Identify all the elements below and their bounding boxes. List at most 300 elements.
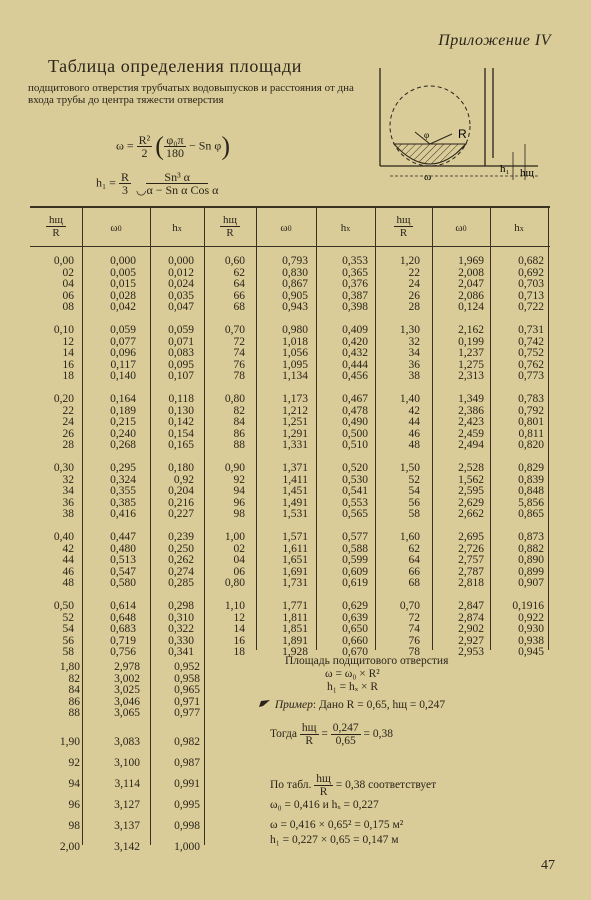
ratio-cell: 52	[408, 473, 420, 486]
hx-cell: 0,930	[518, 623, 544, 635]
diagram-label-hsh: hщ	[520, 167, 534, 179]
note-table-ref-num: hщ	[316, 773, 331, 785]
hx-cell: 0,310	[168, 611, 194, 624]
hx-cell: 0,456	[342, 370, 368, 382]
hx-cell: 0,899	[518, 565, 544, 578]
ratio-cell: 02	[62, 266, 74, 279]
header-omega: ω	[455, 222, 463, 234]
omega-cell: 0,580	[110, 577, 136, 589]
ratio-cell: 94	[233, 485, 245, 497]
ratio-cell: 1,20	[399, 255, 420, 267]
ratio-cell: 0,60	[224, 255, 245, 267]
hx-column	[144, 256, 194, 659]
hx-cell: 0,965	[174, 684, 200, 696]
ratio-cell: 64	[233, 278, 245, 290]
ratio-cell: 18	[62, 370, 74, 382]
hx-cell: 0,387	[342, 289, 368, 302]
hx-cell: 0,285	[168, 577, 194, 589]
ratio-cell: 56	[62, 634, 74, 647]
omega-cell: 0,096	[110, 347, 136, 359]
hx-cell: 0,945	[518, 646, 544, 658]
omega-cell: 0,124	[458, 301, 484, 313]
omega-cell: 1,237	[458, 347, 484, 359]
omega-cell: 1,212	[282, 404, 308, 417]
header-ratio-bottom: R	[52, 227, 60, 239]
ratio-cell: 94	[68, 777, 80, 790]
hx-cell: 0,991	[174, 777, 200, 790]
hx-cell: 0,995	[174, 798, 200, 811]
hx-cell: 0,409	[342, 324, 368, 336]
omega-cell: 2,902	[458, 623, 484, 635]
ratio-cell: 96	[68, 798, 80, 811]
ratio-cell: 12	[62, 335, 74, 348]
hx-cell: 0,227	[168, 508, 194, 520]
ratio-cell: 0,40	[53, 531, 74, 543]
ratio-cell: 68	[233, 301, 245, 313]
ratio-cell: 06	[62, 289, 74, 302]
omega-column	[434, 256, 484, 659]
ratio-cell: 16	[62, 358, 74, 371]
ratio-cell: 28	[408, 301, 420, 313]
omega-cell: 1,928	[282, 646, 308, 658]
hx-cell: 0,865	[518, 508, 544, 520]
ratio-cell: 24	[408, 278, 420, 290]
hx-cell: 0,365	[342, 266, 368, 279]
header-ratio-top: hщ	[220, 214, 240, 227]
omega-cell: 0,140	[110, 370, 136, 382]
omega-cell: 1,691	[282, 565, 308, 578]
hx-cell: 0,444	[342, 358, 368, 371]
omega-cell: 0,905	[282, 289, 308, 302]
ratio-cell: 82	[68, 672, 80, 685]
omega-cell: 3,137	[114, 819, 140, 832]
formula-h1-lhs: h₁ =	[96, 175, 116, 190]
hx-cell: 0,670	[342, 646, 368, 658]
header-omega-sub: 0	[462, 224, 467, 233]
hx-cell: 0,298	[168, 600, 194, 612]
ratio-cell: 36	[62, 496, 74, 509]
omega-cell: 0,295	[110, 462, 136, 474]
formula-h1-3: 3	[121, 183, 128, 197]
paren-close: )	[221, 131, 230, 161]
omega-cell: 0,164	[110, 393, 136, 405]
diagram-label-h1: h₁	[500, 163, 510, 175]
ratio-cell: 44	[408, 416, 420, 428]
ratio-cell: 1,10	[224, 600, 245, 612]
omega-cell: 0,215	[110, 416, 136, 428]
omega-cell: 2,726	[458, 542, 484, 555]
header-hx: h	[172, 222, 178, 234]
hx-cell: 0,682	[518, 255, 544, 267]
omega-cell: 0,355	[110, 485, 136, 497]
hx-cell: 0,922	[518, 611, 544, 624]
omega-cell: 0,480	[110, 542, 136, 555]
ratio-cell: 48	[62, 577, 74, 589]
note-example	[258, 699, 445, 711]
hx-cell: 0,783	[518, 393, 544, 405]
hx-cell: 1,000	[174, 840, 200, 853]
diagram-radius-line	[430, 134, 452, 144]
omega-cell: 2,847	[458, 600, 484, 612]
hx-cell: 0,398	[342, 301, 368, 313]
diagram-label-omega: ω	[424, 171, 432, 183]
header-omega: ω	[110, 222, 118, 234]
note-then-label: Тогда	[270, 728, 298, 741]
omega-cell: 1,331	[282, 439, 308, 451]
ratio-cell: 48	[408, 439, 420, 451]
header-omega: ω	[280, 222, 288, 234]
note-then-eq: =	[321, 728, 328, 741]
ratio-cell: 46	[62, 565, 74, 578]
hx-cell: 0,811	[518, 427, 544, 440]
row-gap	[90, 720, 140, 732]
hx-cell: 0,541	[342, 485, 368, 497]
note-area-title: Площадь подщитового отверстия	[285, 655, 449, 667]
omega-cell: 1,891	[282, 634, 308, 647]
hx-cell: 0,432	[342, 347, 368, 359]
ratio-cell: 02	[233, 542, 245, 555]
table-vertical-rule	[256, 206, 257, 650]
table-header-hx	[490, 222, 548, 234]
header-hx: h	[514, 222, 520, 234]
ratio-cell: 34	[408, 347, 420, 359]
ratio-cell: 58	[62, 646, 74, 658]
table-header-omega	[82, 222, 150, 234]
omega-cell: 1,275	[458, 358, 484, 371]
note-area-formula-2: h₁ = hₓ × R	[327, 681, 378, 693]
formula-omega	[116, 131, 230, 161]
omega-cell: 0,385	[110, 496, 136, 509]
ratio-cell: 64	[408, 554, 420, 566]
table-header-ratio	[30, 214, 82, 239]
omega-cell: 3,046	[114, 695, 140, 708]
omega-cell: 0,756	[110, 646, 136, 658]
hx-cell: 0,565	[342, 508, 368, 520]
ratio-cell: 1,40	[399, 393, 420, 405]
omega-cell: 0,416	[110, 508, 136, 520]
hx-cell: 5,856	[518, 496, 544, 509]
hx-cell: 0,500	[342, 427, 368, 440]
omega-cell: 1,134	[282, 370, 308, 382]
hx-cell: 0,829	[518, 462, 544, 474]
hx-cell: 0,204	[168, 485, 194, 497]
formula-omega-2: 2	[141, 146, 148, 160]
hx-cell: 0,478	[342, 404, 368, 417]
hx-cell: 0,752	[518, 347, 544, 359]
omega-cell: 0,240	[110, 427, 136, 440]
hx-cell: 0,520	[342, 462, 368, 474]
omega-cell: 0,005	[110, 266, 136, 279]
note-table-ref	[270, 773, 436, 798]
ratio-cell: 58	[408, 508, 420, 520]
omega-cell: 0,268	[110, 439, 136, 451]
omega-cell: 0,042	[110, 301, 136, 313]
hx-cell: 0,971	[174, 695, 200, 708]
omega-cell: 3,065	[114, 707, 140, 719]
ratio-cell: 74	[408, 623, 420, 635]
hx-cell: 0,660	[342, 634, 368, 647]
hx-cell: 0,510	[342, 439, 368, 451]
ratio-cell: 22	[62, 404, 74, 417]
ratio-cell: 98	[233, 508, 245, 520]
omega-cell: 1,349	[458, 393, 484, 405]
ratio-cell: 62	[408, 542, 420, 555]
ratio-cell: 2,00	[59, 840, 80, 853]
note-calc-h1: h₁ = 0,227 × 0,65 = 0,147 м	[270, 834, 399, 846]
ratio-cell: 86	[68, 695, 80, 708]
hx-cell: 0,274	[168, 565, 194, 578]
table-header-hx	[316, 222, 375, 234]
header-hx-sub: x	[346, 224, 351, 233]
ratio-cell: 24	[62, 416, 74, 428]
hx-column	[494, 256, 544, 659]
appendix-label: Приложение IV	[438, 32, 551, 49]
formula-h1-r: R	[120, 170, 129, 184]
hx-cell: 0,820	[518, 439, 544, 451]
hx-cell: 0,848	[518, 485, 544, 497]
omega-cell: 1,018	[282, 335, 308, 348]
ratio-cell: 78	[233, 370, 245, 382]
omega-cell: 0,683	[110, 623, 136, 635]
ratio-cell: 0,90	[224, 462, 245, 474]
hx-cell: 0,000	[168, 255, 194, 267]
header-ratio-top: hщ	[46, 214, 66, 227]
omega-cell: 0,513	[110, 554, 136, 566]
hx-cell: 0,118	[168, 393, 194, 405]
ratio-cell: 0,80	[224, 577, 245, 589]
table-header-omega	[256, 222, 316, 234]
table-header-ratio	[204, 214, 256, 239]
omega-cell: 2,927	[458, 634, 484, 647]
omega-cell: 2,494	[458, 439, 484, 451]
ratio-cell: 88	[233, 439, 245, 451]
row-gap	[150, 720, 200, 732]
table-header-omega	[432, 222, 490, 234]
omega-cell: 1,611	[282, 542, 308, 555]
omega-cell: 1,562	[458, 473, 484, 486]
ratio-cell: 12	[233, 611, 245, 624]
ratio-cell: 0,00	[53, 255, 74, 267]
hx-cell: 0,639	[342, 611, 368, 624]
omega-column	[86, 256, 136, 659]
hx-cell: 0,130	[168, 404, 194, 417]
note-example-label: Пример	[274, 699, 313, 711]
table-vertical-rule	[375, 206, 376, 650]
hx-cell: 0,083	[168, 347, 194, 359]
ratio-cell: 74	[233, 347, 245, 359]
formula-omega-lhs: ω =	[116, 138, 134, 153]
omega-cell: 1,173	[282, 393, 308, 405]
formula-omega-frac	[137, 134, 153, 159]
note-table-ref-values: ω₀ = 0,416 и hₓ = 0,227	[270, 799, 379, 811]
omega-cell: 1,291	[282, 427, 308, 440]
hx-cell: 0,024	[168, 278, 194, 290]
note-example-text: : Дано R = 0,65, hщ = 0,247	[312, 699, 446, 711]
ratio-cell: 36	[408, 358, 420, 371]
ratio-cell: 98	[68, 819, 80, 832]
ratio-cell: 14	[62, 347, 74, 359]
ratio-cell: 72	[233, 335, 245, 348]
omega-cell: 3,002	[114, 672, 140, 685]
ratio-cell: 92	[233, 473, 245, 486]
omega-cell: 2,874	[458, 611, 484, 624]
hx-cell: 0,958	[174, 672, 200, 685]
omega-column	[258, 256, 308, 659]
ratio-cell: 42	[408, 404, 420, 417]
omega-cell: 2,386	[458, 404, 484, 417]
omega-tail-column	[90, 662, 140, 858]
omega-cell: 1,531	[282, 508, 308, 520]
diagram-label-phi: φ	[424, 130, 430, 140]
ratio-cell: 54	[408, 485, 420, 497]
hx-cell: 0,420	[342, 335, 368, 348]
hx-cell: 0,071	[168, 335, 194, 348]
omega-cell: 2,953	[458, 646, 484, 658]
table-top-rule	[30, 206, 550, 208]
omega-cell: 1,371	[282, 462, 308, 474]
hx-cell: 0,703	[518, 278, 544, 290]
hx-cell: 0,588	[342, 542, 368, 555]
hx-tail-column	[150, 662, 200, 858]
omega-cell: 2,629	[458, 496, 484, 509]
omega-cell: 1,771	[282, 600, 308, 612]
omega-cell: 1,731	[282, 577, 308, 589]
ratio-cell: 1,60	[399, 531, 420, 543]
note-then-num-left: hщ	[301, 722, 317, 734]
ratio-cell: 52	[62, 611, 74, 624]
hx-cell: 0,882	[518, 542, 544, 555]
omega-cell: 0,719	[110, 634, 136, 647]
hx-cell: 0,629	[342, 600, 368, 612]
ratio-cell: 0,70	[224, 324, 245, 336]
hx-cell: 0,650	[342, 623, 368, 635]
ratio-cell: 82	[233, 404, 245, 417]
formula-omega-180: 180	[165, 146, 184, 160]
omega-cell: 2,787	[458, 565, 484, 578]
ratio-cell: 54	[62, 623, 74, 635]
omega-cell: 0,059	[110, 324, 136, 336]
ratio-cell: 0,70	[399, 600, 420, 612]
hx-cell: 0,762	[518, 358, 544, 371]
ratio-cell: 1,50	[399, 462, 420, 474]
header-omega-sub: 0	[287, 224, 292, 233]
ratio-cell: 76	[233, 358, 245, 371]
ratio-cell: 88	[68, 707, 80, 719]
ratio-cell: 26	[408, 289, 420, 302]
ratio-cell: 1,90	[59, 735, 80, 748]
omega-cell: 3,142	[114, 840, 140, 853]
formula-omega-phipi: φ₀π	[166, 133, 184, 147]
omega-cell: 2,459	[458, 427, 484, 440]
omega-cell: 2,313	[458, 370, 484, 382]
note-then-num-right: 0,247	[332, 722, 359, 734]
omega-cell: 0,867	[282, 278, 308, 290]
hx-cell: 0,731	[518, 324, 544, 336]
ratio-cell: 86	[233, 427, 245, 440]
header-ratio-bottom: R	[226, 227, 234, 239]
ratio-cell: 0,10	[53, 324, 74, 336]
formula-h1-den: ◡α − Sn α Cos α	[135, 183, 219, 197]
ratio-column	[205, 256, 245, 659]
hx-cell: 0,012	[168, 266, 194, 279]
header-ratio-top: hщ	[394, 214, 414, 227]
formula-omega-r2: R²	[138, 133, 151, 147]
diagram-label-r: R	[458, 127, 467, 141]
ratio-cell: 1,80	[59, 661, 80, 673]
ratio-cell: 84	[233, 416, 245, 428]
hx-cell: 0,047	[168, 301, 194, 313]
omega-cell: 2,662	[458, 508, 484, 520]
note-then-frac-left	[300, 722, 319, 747]
hx-cell: 0,987	[174, 756, 200, 769]
hx-cell: 0,773	[518, 370, 544, 382]
ratio-cell: 0,20	[53, 393, 74, 405]
hx-cell: 0,165	[168, 439, 194, 451]
note-table-ref-a: По табл.	[270, 779, 312, 792]
omega-cell: 3,100	[114, 756, 140, 769]
ratio-cell: 42	[62, 542, 74, 555]
formula-h1-frac2	[134, 171, 220, 196]
note-table-ref-frac	[314, 773, 333, 798]
ratio-cell: 96	[233, 496, 245, 509]
note-then-frac-right	[331, 722, 361, 747]
hx-cell: 0,490	[342, 416, 368, 428]
hx-cell: 0,142	[168, 416, 194, 428]
omega-cell: 0,015	[110, 278, 136, 290]
hx-cell: 0,692	[518, 266, 544, 279]
ratio-cell: 1,30	[399, 324, 420, 336]
omega-cell: 1,811	[282, 611, 308, 624]
hx-cell: 0,742	[518, 335, 544, 348]
hx-cell: 0,341	[168, 646, 194, 658]
hx-cell: 0,095	[168, 358, 194, 371]
hx-cell: 0,530	[342, 473, 368, 486]
omega-cell: 0,077	[110, 335, 136, 348]
ratio-cell: 66	[233, 289, 245, 302]
note-then	[270, 722, 393, 747]
table-vertical-rule	[548, 206, 549, 650]
note-table-ref-b: = 0,38 соответствует	[335, 779, 437, 792]
table-header-hx	[150, 222, 204, 234]
omega-cell: 0,614	[110, 600, 136, 612]
omega-cell: 1,095	[282, 358, 308, 371]
ratio-cell: 16	[233, 634, 245, 647]
hx-cell: 0,713	[518, 289, 544, 302]
hx-cell: 0,92	[173, 473, 194, 486]
table-header-rule	[30, 246, 550, 247]
hx-cell: 0,330	[168, 634, 194, 647]
omega-cell: 2,047	[458, 278, 484, 290]
hx-cell: 0,577	[342, 531, 368, 543]
ratio-cell: 32	[62, 473, 74, 486]
formula-h1	[96, 171, 220, 196]
ratio-cell: 38	[62, 508, 74, 520]
hx-cell: 0,977	[174, 707, 200, 719]
pipe-outlet-diagram	[360, 58, 550, 198]
hx-cell: 0,792	[518, 404, 544, 417]
omega-cell: 3,025	[114, 684, 140, 696]
hx-cell: 0,801	[518, 416, 544, 428]
hx-cell: 0,553	[342, 496, 368, 509]
table-vertical-rule	[490, 206, 491, 650]
omega-cell: 0,980	[282, 324, 308, 336]
ratio-cell: 0,50	[53, 600, 74, 612]
hx-cell: 0,250	[168, 542, 194, 555]
paren-open: (	[155, 131, 164, 161]
formula-omega-frac2	[164, 134, 186, 159]
hx-cell: 0,353	[342, 255, 368, 267]
ratio-cell: 66	[408, 565, 420, 578]
